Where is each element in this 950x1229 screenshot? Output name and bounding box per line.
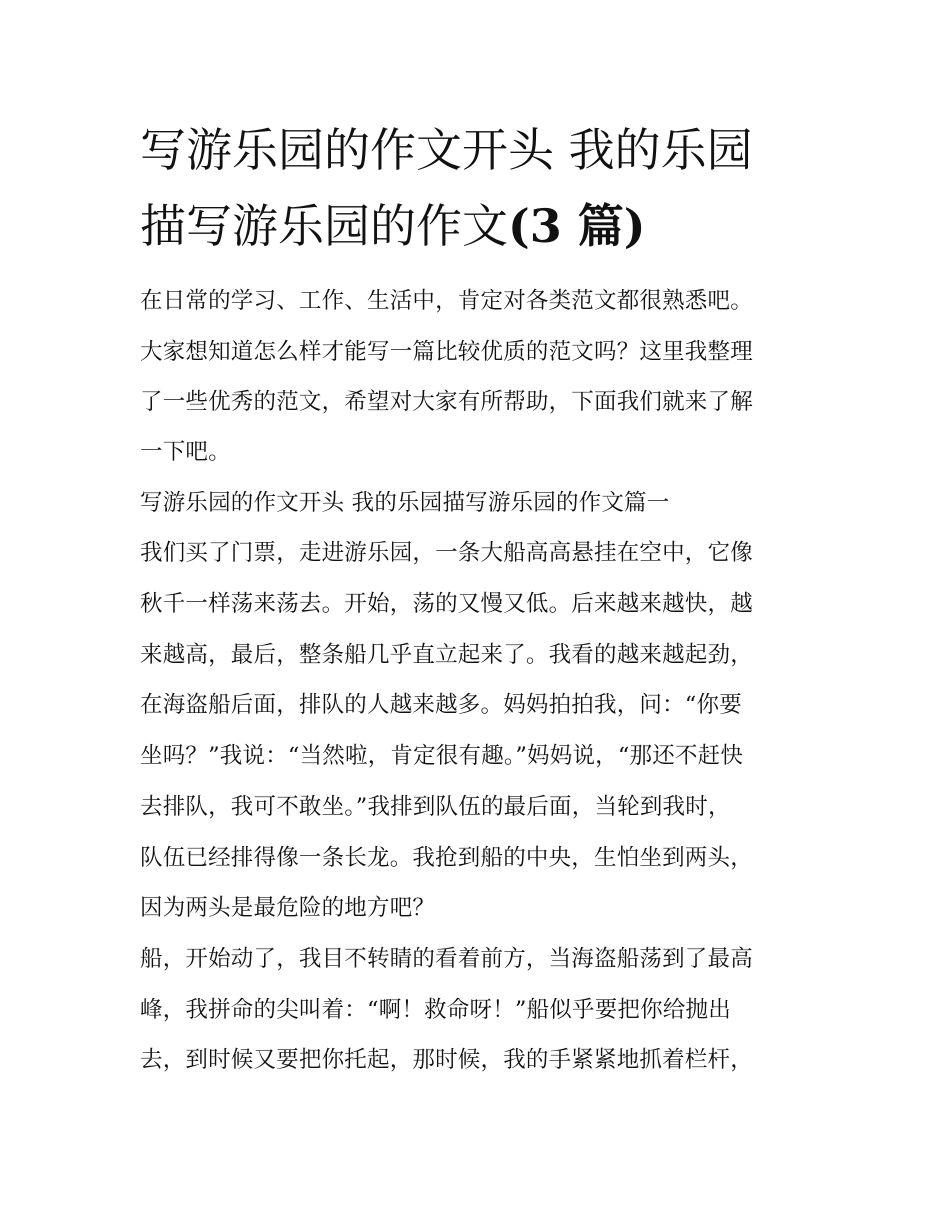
title-line-1: 写游乐园的作文开头 我的乐园 (140, 123, 753, 177)
intro-line: 一下吧。 (140, 439, 231, 465)
title-line-2 (140, 188, 830, 264)
body-line: 峰，我拼命的尖叫着：“啊！救命呀！”船似乎要把你给抛出 (140, 997, 731, 1023)
body-line: 我们买了门票，走进游乐园，一条大船高高悬挂在空中，它像 (140, 540, 753, 566)
body-line: 去，到时候又要把你托起，那时候，我的手紧紧地抓着栏杆， (140, 1047, 753, 1073)
title-line-2-text: 描写游乐园的作文(3 篇) (140, 199, 646, 253)
body-line: 因为两头是最危险的地方吧？ (140, 895, 436, 921)
intro-line: 大家想知道怎么样才能写一篇比较优质的范文吗？这里我整理 (140, 339, 753, 365)
body-line: 队伍已经排得像一条长龙。我抢到船的中央，生怕坐到两头， (140, 845, 753, 871)
body-line: 来越高，最后，整条船几乎直立起来了。我看的越来越起劲， (140, 642, 753, 668)
body-line: 坐吗？”我说：“当然啦，肯定很有趣。”妈妈说，“那还不赶快 (140, 743, 744, 769)
section-heading: 写游乐园的作文开头 我的乐园描写游乐园的作文篇一 (140, 490, 670, 516)
document-title (140, 112, 830, 264)
body-line: 秋千一样荡来荡去。开始，荡的又慢又低。后来越来越快，越 (140, 591, 753, 617)
body-line: 去排队，我可不敢坐。”我排到队伍的最后面，当轮到我时， (140, 794, 731, 820)
title-count: (3 篇) (508, 199, 646, 253)
body-line: 在海盗船后面，排队的人越来越多。妈妈拍拍我，问：“你要 (140, 692, 742, 718)
intro-line: 了一些优秀的范文，希望对大家有所帮助，下面我们就来了解 (140, 389, 753, 415)
intro-line: 在日常的学习、工作、生活中，肯定对各类范文都很熟悉吧。 (140, 288, 753, 314)
body-line: 船，开始动了，我目不转睛的看着前方，当海盗船荡到了最高 (140, 946, 753, 972)
